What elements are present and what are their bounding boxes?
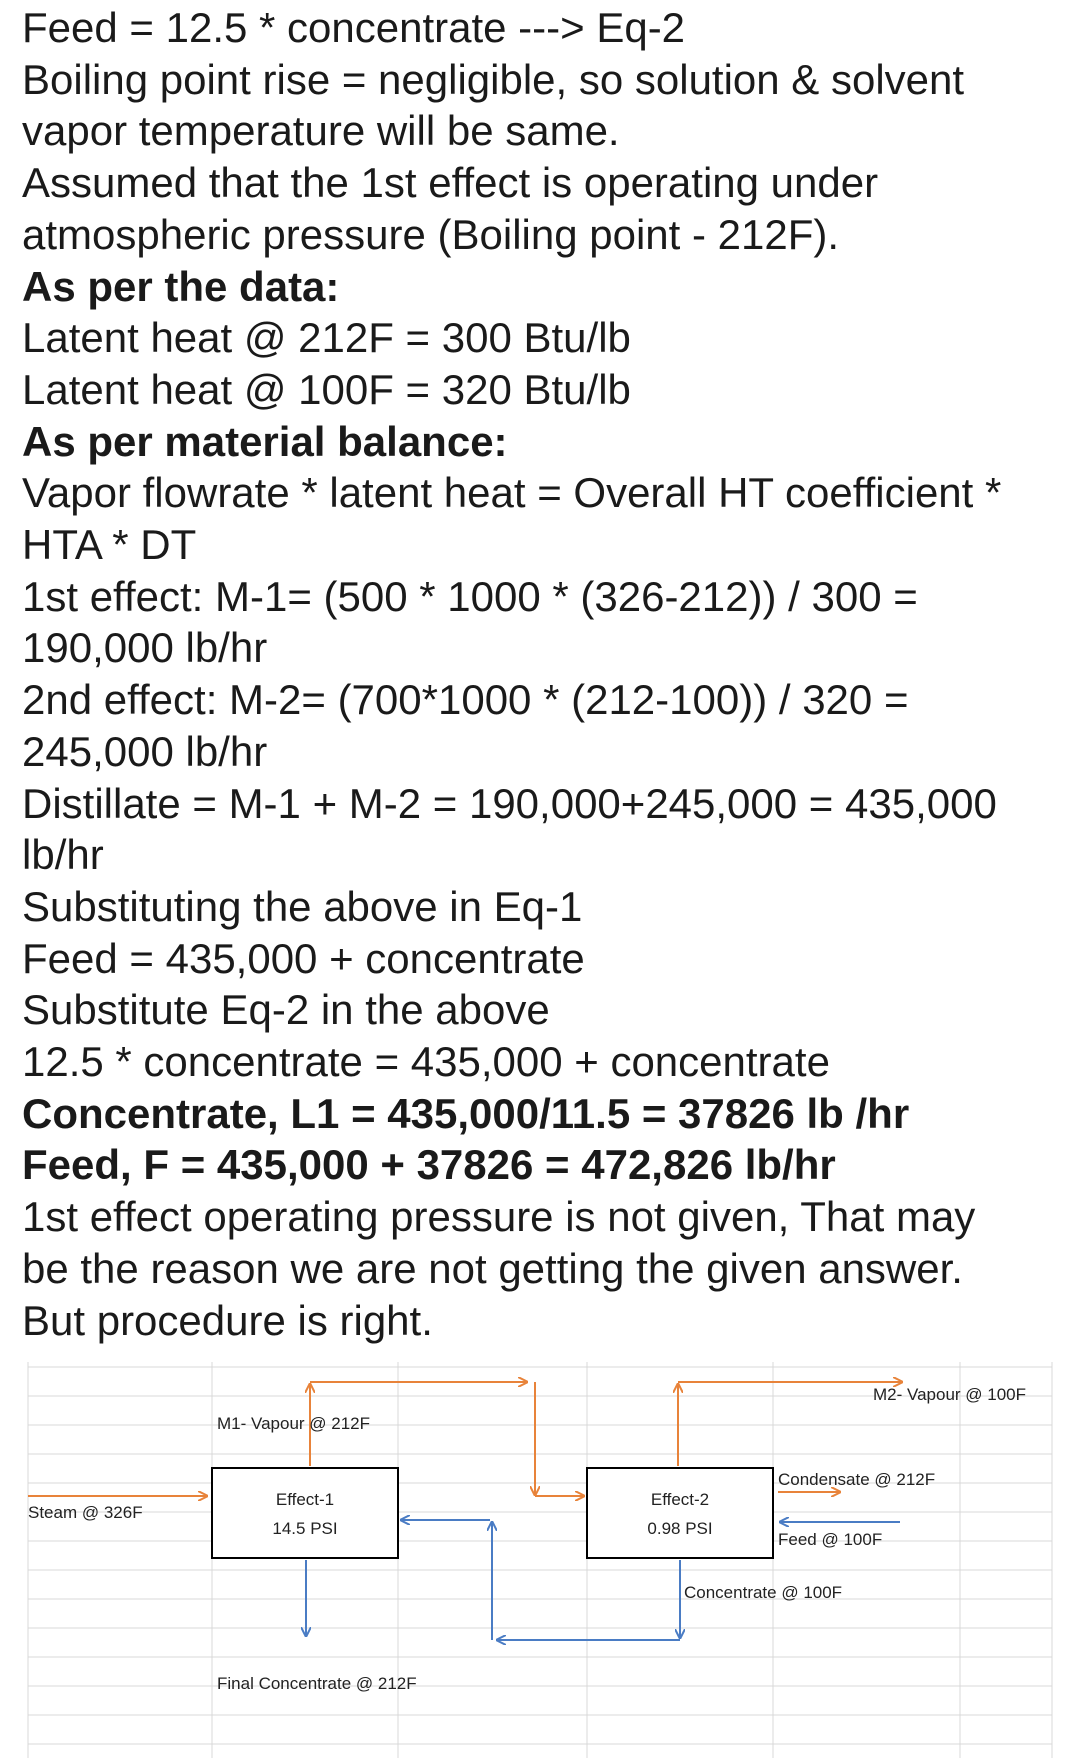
text-line: 245,000 lb/hr	[22, 727, 268, 775]
text-line: Feed, F = 435,000 + 37826 = 472,826 lb/hr	[22, 1141, 836, 1189]
concentrate-label: Concentrate @ 100F	[684, 1583, 843, 1602]
text-line: lb/hr	[22, 831, 104, 879]
text-line: vapor temperature will be same.	[22, 107, 620, 155]
text-line: As per material balance:	[22, 417, 508, 465]
effect-1-name: Effect-1	[275, 1490, 335, 1509]
effect-2-box	[587, 1468, 773, 1558]
text-line: Substituting the above in Eq-1	[22, 882, 583, 930]
text-line: Concentrate, L1 = 435,000/11.5 = 37826 lb /hr	[22, 1089, 910, 1137]
steam-label: Steam @ 326F	[28, 1503, 143, 1522]
m1-vapour-label: M1- Vapour @ 212F	[217, 1414, 371, 1433]
effect-1-box	[212, 1468, 398, 1558]
text-line: Latent heat @ 100F = 320 Btu/lb	[22, 365, 631, 413]
spreadsheet-grid	[28, 1362, 1052, 1758]
effect-1-pressure: 14.5 PSI	[272, 1519, 338, 1538]
condensate-label: Condensate @ 212F	[778, 1470, 936, 1489]
evaporator-diagram	[0, 1362, 1080, 1758]
text-line: HTA * DT	[22, 521, 197, 569]
solution-text	[22, 2, 1062, 1346]
effect-2-name: Effect-2	[650, 1490, 710, 1509]
m2-vapour-label: M2- Vapour @ 100F	[873, 1385, 1027, 1404]
text-line: Feed = 12.5 * concentrate ---> Eq-2	[22, 4, 686, 51]
text-line: 190,000 lb/hr	[22, 624, 268, 672]
text-line: be the reason we are not getting the given answer.	[22, 1244, 963, 1292]
text-line: Substitute Eq-2 in the above	[22, 986, 550, 1034]
text-line: Feed = 435,000 + concentrate	[22, 934, 585, 982]
text-line: Vapor flowrate * latent heat = Overall HT coefficient *	[22, 469, 1002, 517]
text-line: Latent heat @ 212F = 300 Btu/lb	[22, 314, 631, 362]
text-line: 12.5 * concentrate = 435,000 + concentrate	[22, 1038, 830, 1086]
feed-label: Feed @ 100F	[778, 1530, 883, 1549]
text-line: 2nd effect: M-2= (700*1000 * (212-100)) / 320 =	[22, 676, 909, 724]
text-line: Boiling point rise = negligible, so solution & solvent	[22, 55, 965, 103]
text-line: Distillate = M-1 + M-2 = 190,000+245,000 = 435,000	[22, 779, 997, 827]
text-line: 1st effect: M-1= (500 * 1000 * (326-212)) / 300 =	[22, 572, 918, 620]
text-line: But procedure is right.	[22, 1296, 433, 1344]
text-line: 1st effect operating pressure is not given, That may	[22, 1193, 976, 1241]
effect-2-pressure: 0.98 PSI	[647, 1519, 713, 1538]
final-concentrate-label: Final Concentrate @ 212F	[217, 1674, 417, 1693]
text-line: atmospheric pressure (Boiling point - 212F).	[22, 210, 840, 258]
text-line: As per the data:	[22, 262, 340, 310]
text-line: Assumed that the 1st effect is operating under	[22, 159, 879, 207]
